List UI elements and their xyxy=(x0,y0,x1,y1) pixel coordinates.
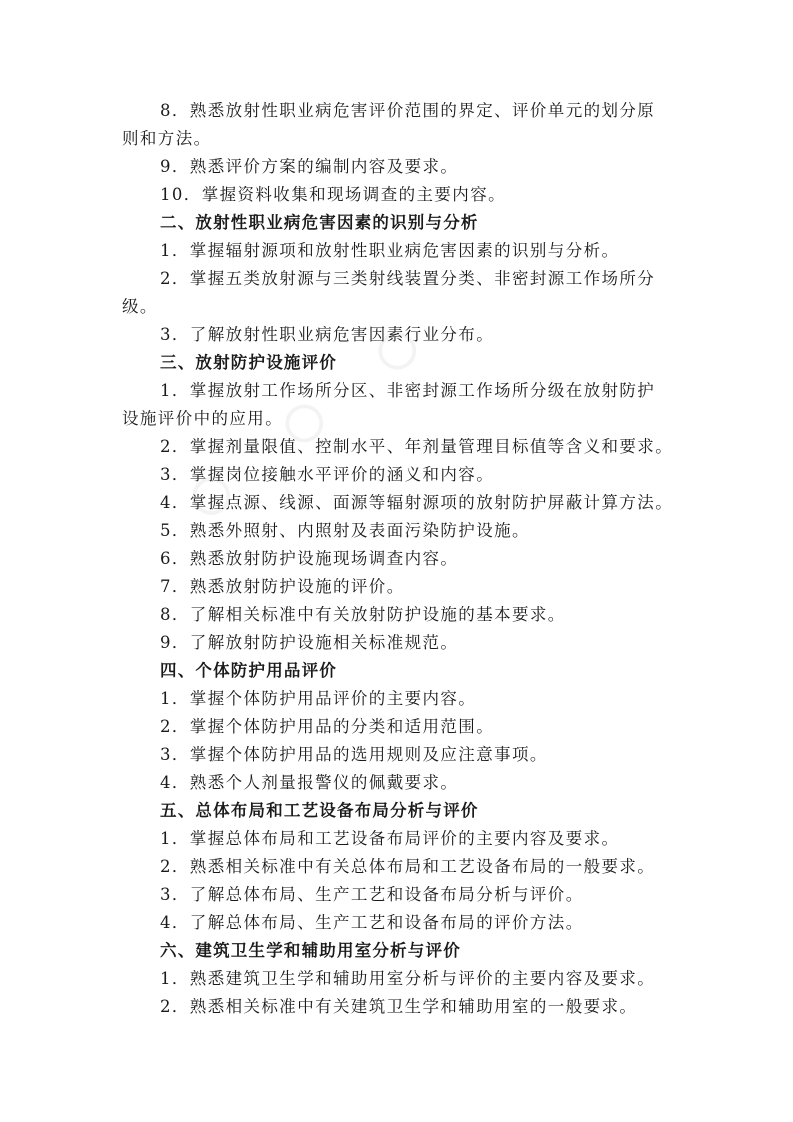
list-item: 3．了解放射性职业病危害因素行业分布。 xyxy=(160,325,495,344)
section-heading: 六、建筑卫生学和辅助用室分析与评价 xyxy=(160,941,461,960)
list-item: 9．了解放射防护设施相关标准规范。 xyxy=(160,633,459,652)
list-item: 8．熟悉放射性职业病危害评价范围的界定、评价单元的划分原 xyxy=(160,101,656,120)
section-heading: 五、总体布局和工艺设备布局分析与评价 xyxy=(160,801,479,820)
list-item: 1．掌握个体防护用品评价的主要内容。 xyxy=(160,689,477,708)
list-item: 3．掌握岗位接触水平评价的涵义和内容。 xyxy=(160,465,495,484)
list-item: 5．熟悉外照射、内照射及表面污染防护设施。 xyxy=(160,521,530,540)
section-heading: 二、放射性职业病危害因素的识别与分析 xyxy=(160,213,479,232)
list-item: 7．熟悉放射防护设施的评价。 xyxy=(160,577,405,596)
section-heading: 四、个体防护用品评价 xyxy=(160,661,337,680)
list-item: 2．熟悉相关标准中有关总体布局和工艺设备布局的一般要求。 xyxy=(160,857,656,876)
section-heading: 三、放射防护设施评价 xyxy=(160,353,337,372)
list-item: 6．熟悉放射防护设施现场调查内容。 xyxy=(160,549,459,568)
list-item: 3．掌握个体防护用品的选用规则及应注意事项。 xyxy=(160,745,548,764)
list-item: 1．熟悉建筑卫生学和辅助用室分析与评价的主要内容及要求。 xyxy=(160,969,656,988)
list-item: 1．掌握总体布局和工艺设备布局评价的主要内容及要求。 xyxy=(160,829,620,848)
list-item: 1．掌握辐射源项和放射性职业病危害因素的识别与分析。 xyxy=(160,241,620,260)
list-item: 4．了解总体布局、生产工艺和设备布局的评价方法。 xyxy=(160,913,584,932)
list-item: 2．掌握五类放射源与三类射线装置分类、非密封源工作场所分 xyxy=(160,269,656,288)
list-item: 2．熟悉相关标准中有关建筑卫生学和辅助用室的一般要求。 xyxy=(160,997,638,1016)
list-item-continuation: 设施评价中的应用。 xyxy=(122,409,284,428)
list-item: 8．了解相关标准中有关放射防护设施的基本要求。 xyxy=(160,605,566,624)
list-item-continuation: 则和方法。 xyxy=(122,129,212,148)
list-item: 4．熟悉个人剂量报警仪的佩戴要求。 xyxy=(160,773,459,792)
list-item: 2．掌握剂量限值、控制水平、年剂量管理目标值等含义和要求。 xyxy=(160,437,674,456)
list-item: 2．掌握个体防护用品的分类和适用范围。 xyxy=(160,717,495,736)
list-item: 10．掌握资料收集和现场调查的主要内容。 xyxy=(160,185,506,204)
list-item: 3．了解总体布局、生产工艺和设备布局分析与评价。 xyxy=(160,885,584,904)
list-item: 9．熟悉评价方案的编制内容及要求。 xyxy=(160,157,459,176)
list-item: 1．掌握放射工作场所分区、非密封源工作场所分级在放射防护 xyxy=(160,381,656,400)
list-item: 4．掌握点源、线源、面源等辐射源项的放射防护屏蔽计算方法。 xyxy=(160,493,674,512)
list-item-continuation: 级。 xyxy=(122,297,158,316)
